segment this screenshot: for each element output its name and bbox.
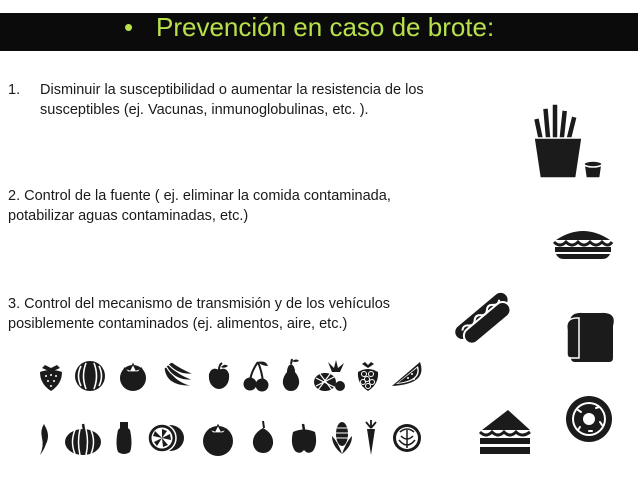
title-bullet: •: [124, 11, 134, 42]
list-item-1-number: 1.: [8, 82, 21, 98]
carrot-icon: [364, 420, 378, 456]
tomato-icon: [200, 422, 236, 456]
bell-pepper-icon: [290, 422, 318, 454]
cherries-icon: [242, 360, 270, 392]
lemon-icon: [146, 422, 186, 454]
cabbage-icon: [390, 420, 424, 454]
banana-icon: [160, 362, 196, 392]
hot-dog-icon: [454, 290, 514, 348]
title-text: Prevención en caso de brote:: [156, 11, 495, 42]
pineapple-icon: [312, 360, 346, 392]
list-item-1-text: Disminuir la susceptibilidad o aumentar la resistencia de los susceptibles (ej. Vacunas, inmunoglobulinas, etc. ).: [40, 82, 424, 118]
watermelon-icon: [74, 360, 106, 392]
toast-icon: [563, 310, 619, 364]
onion-icon: [250, 420, 276, 454]
watermelon-slice-icon: [390, 360, 424, 390]
raspberry-icon: [356, 360, 380, 392]
cake-slice-icon: [476, 408, 534, 456]
pumpkin-icon: [64, 422, 102, 456]
pear-icon: [280, 358, 302, 392]
corn-icon: [330, 420, 354, 456]
slide-title: [124, 12, 544, 42]
list-item-2: 2. Control de la fuente ( ej. eliminar la comida contaminada, potabilizar aguas contaminadas, etc.): [8, 188, 391, 224]
apple-icon: [206, 362, 232, 390]
donut-icon: [564, 394, 614, 444]
strawberry-icon: [38, 362, 64, 392]
sandwich-icon: [552, 226, 614, 260]
chili-pepper-icon: [38, 422, 52, 456]
list-item-3: 3. Control del mecanismo de transmisión y de los vehículos posiblemente contaminados (ej. alimentos, aire, etc.): [8, 296, 391, 332]
tomato-icon: [118, 360, 148, 392]
eggplant-icon: [114, 420, 134, 456]
french-fries-icon: [528, 100, 610, 182]
